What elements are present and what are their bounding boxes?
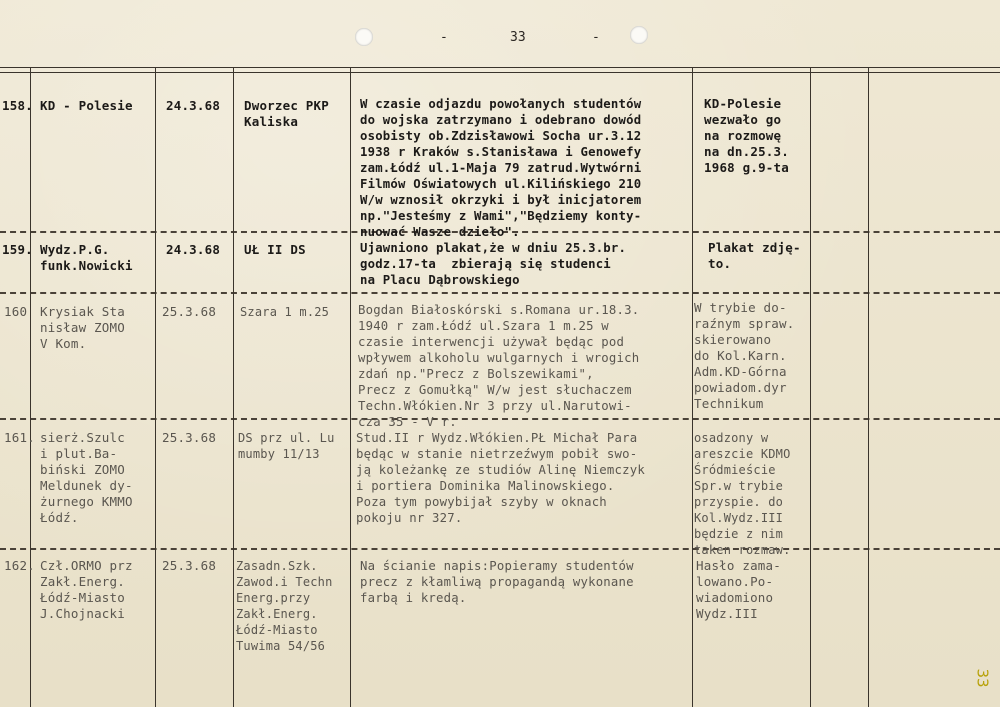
table-top-rule-2 xyxy=(0,72,1000,73)
row-158-unit: KD - Polesie xyxy=(40,98,133,113)
row-158-number: 158. xyxy=(2,98,33,113)
column-rule-7 xyxy=(868,68,869,707)
row-159-unit: Wydz.P.G. funk.Nowicki xyxy=(40,242,133,273)
row-158-date: 24.3.68 xyxy=(166,98,221,113)
row-162-action: Hasło zama- lowano.Po- wiadomiono Wydz.III xyxy=(696,558,781,621)
row-162-description: Na ścianie napis:Popieramy studentów precz z kłamliwą propagandą wykonane farbą i kredą. xyxy=(360,559,634,605)
row-159-description: Ujawniono plakat,że w dniu 25.3.br. godz.17-ta zbierają się studenci na Placu Dąbrowskiego xyxy=(360,241,627,287)
row-160-date: 25.3.68 xyxy=(162,304,217,319)
row-divider-161 xyxy=(0,548,1000,550)
row-159-number: 159. xyxy=(2,242,33,257)
table-top-rule-1 xyxy=(0,67,1000,68)
column-rule-6 xyxy=(810,68,811,707)
column-rule-1 xyxy=(30,68,31,707)
page-number: 33 xyxy=(510,30,526,45)
row-160-unit: Krysiak Sta nisław ZOMO V Kom. xyxy=(40,304,125,351)
row-162-unit: Czł.ORMO prz Zakł.Energ. Łódź-Miasto J.Chojnacki xyxy=(40,558,133,621)
row-160-action: W trybie do- raźnym spraw. skierowano do Kol.Karn. Adm.KD-Górna powiadom.dyr Technikum xyxy=(694,300,795,411)
row-162-place: Zasadn.Szk. Zawod.i Techn Energ.przy Zakł.Energ. Łódź-Miasto Tuwima 54/56 xyxy=(236,559,333,653)
column-rule-3 xyxy=(233,68,234,707)
row-158-description: W czasie odjazdu powołanych studentów do wojska zatrzymano i odebrano dowód osobisty ob.Zdzisławowi Socha ur.3.12 1938 r Kraków s.Stanisława i Genowefy zam.Łódź ul.1-Maja 79 zatrud.Wytwórni Filmów Oświatowych ul.Kilińskiego 210 W/w wznosił okrzyki i był inicjatorem np."Jesteśmy z Wami","Będziemy konty- nuować Wasze dzieło". xyxy=(360,97,642,239)
row-162-date: 25.3.68 xyxy=(162,558,217,573)
row-162-number: 162. xyxy=(4,558,35,573)
row-161-description: Stud.II r Wydz.Włókien.PŁ Michał Para będąc w stanie nietrzeźwym pobił swo- ją koleżankę ze studiów Alinę Niemczyk i portiera Dominika Malinowskiego. Poza tym powybijał szyby w oknach pokoju nr 327. xyxy=(356,431,645,525)
row-159-date: 24.3.68 xyxy=(166,242,221,257)
punch-hole-right xyxy=(630,26,648,44)
row-158-place: Dworzec PKP Kaliska xyxy=(244,98,329,129)
page-header xyxy=(430,30,630,50)
row-divider-159 xyxy=(0,292,1000,294)
row-159-action: Plakat zdję- to. xyxy=(708,240,801,271)
header-dash-left: - xyxy=(440,30,448,45)
row-160-description: Bogdan Białoskórski s.Romana ur.18.3. 1940 r zam.Łódź ul.Szara 1 m.25 w czasie interwencji używał będąc pod wpływem alkoholu wulgarnych i wrogich zdań np."Precz z Bolszewikami", Precz z Gomułką" W/w jest słuchaczem Techn.Włókien.Nr 3 przy ul.Narutowi- cza 35 - V r. xyxy=(358,303,640,429)
punch-hole-left xyxy=(355,28,373,46)
row-160-place: Szara 1 m.25 xyxy=(240,305,330,319)
handwritten-page-number: 33 xyxy=(973,668,992,688)
row-161-place: DS prz ul. Lu mumby 11/13 xyxy=(238,431,335,461)
row-159-place: UŁ II DS xyxy=(244,242,306,257)
column-rule-2 xyxy=(155,68,156,707)
row-158-action: KD-Polesie wezwało go na rozmowę na dn.25.3. 1968 g.9-ta xyxy=(704,96,789,175)
row-161-unit: sierż.Szulc i plut.Ba- biński ZOMO Meldunek dy- żurnego KMMO Łódź. xyxy=(40,430,133,525)
column-rule-4 xyxy=(350,68,351,707)
row-161-number: 161. xyxy=(4,430,35,445)
row-161-date: 25.3.68 xyxy=(162,430,217,445)
row-161-action: osadzony w areszcie KDMO Śródmieście Spr.w trybie przyspie. do Kol.Wydz.III będzie z nim taken rozmaw. xyxy=(694,431,791,557)
header-dash-right: - xyxy=(592,30,600,45)
row-160-number: 160 xyxy=(4,304,28,319)
column-rule-5 xyxy=(692,68,693,707)
